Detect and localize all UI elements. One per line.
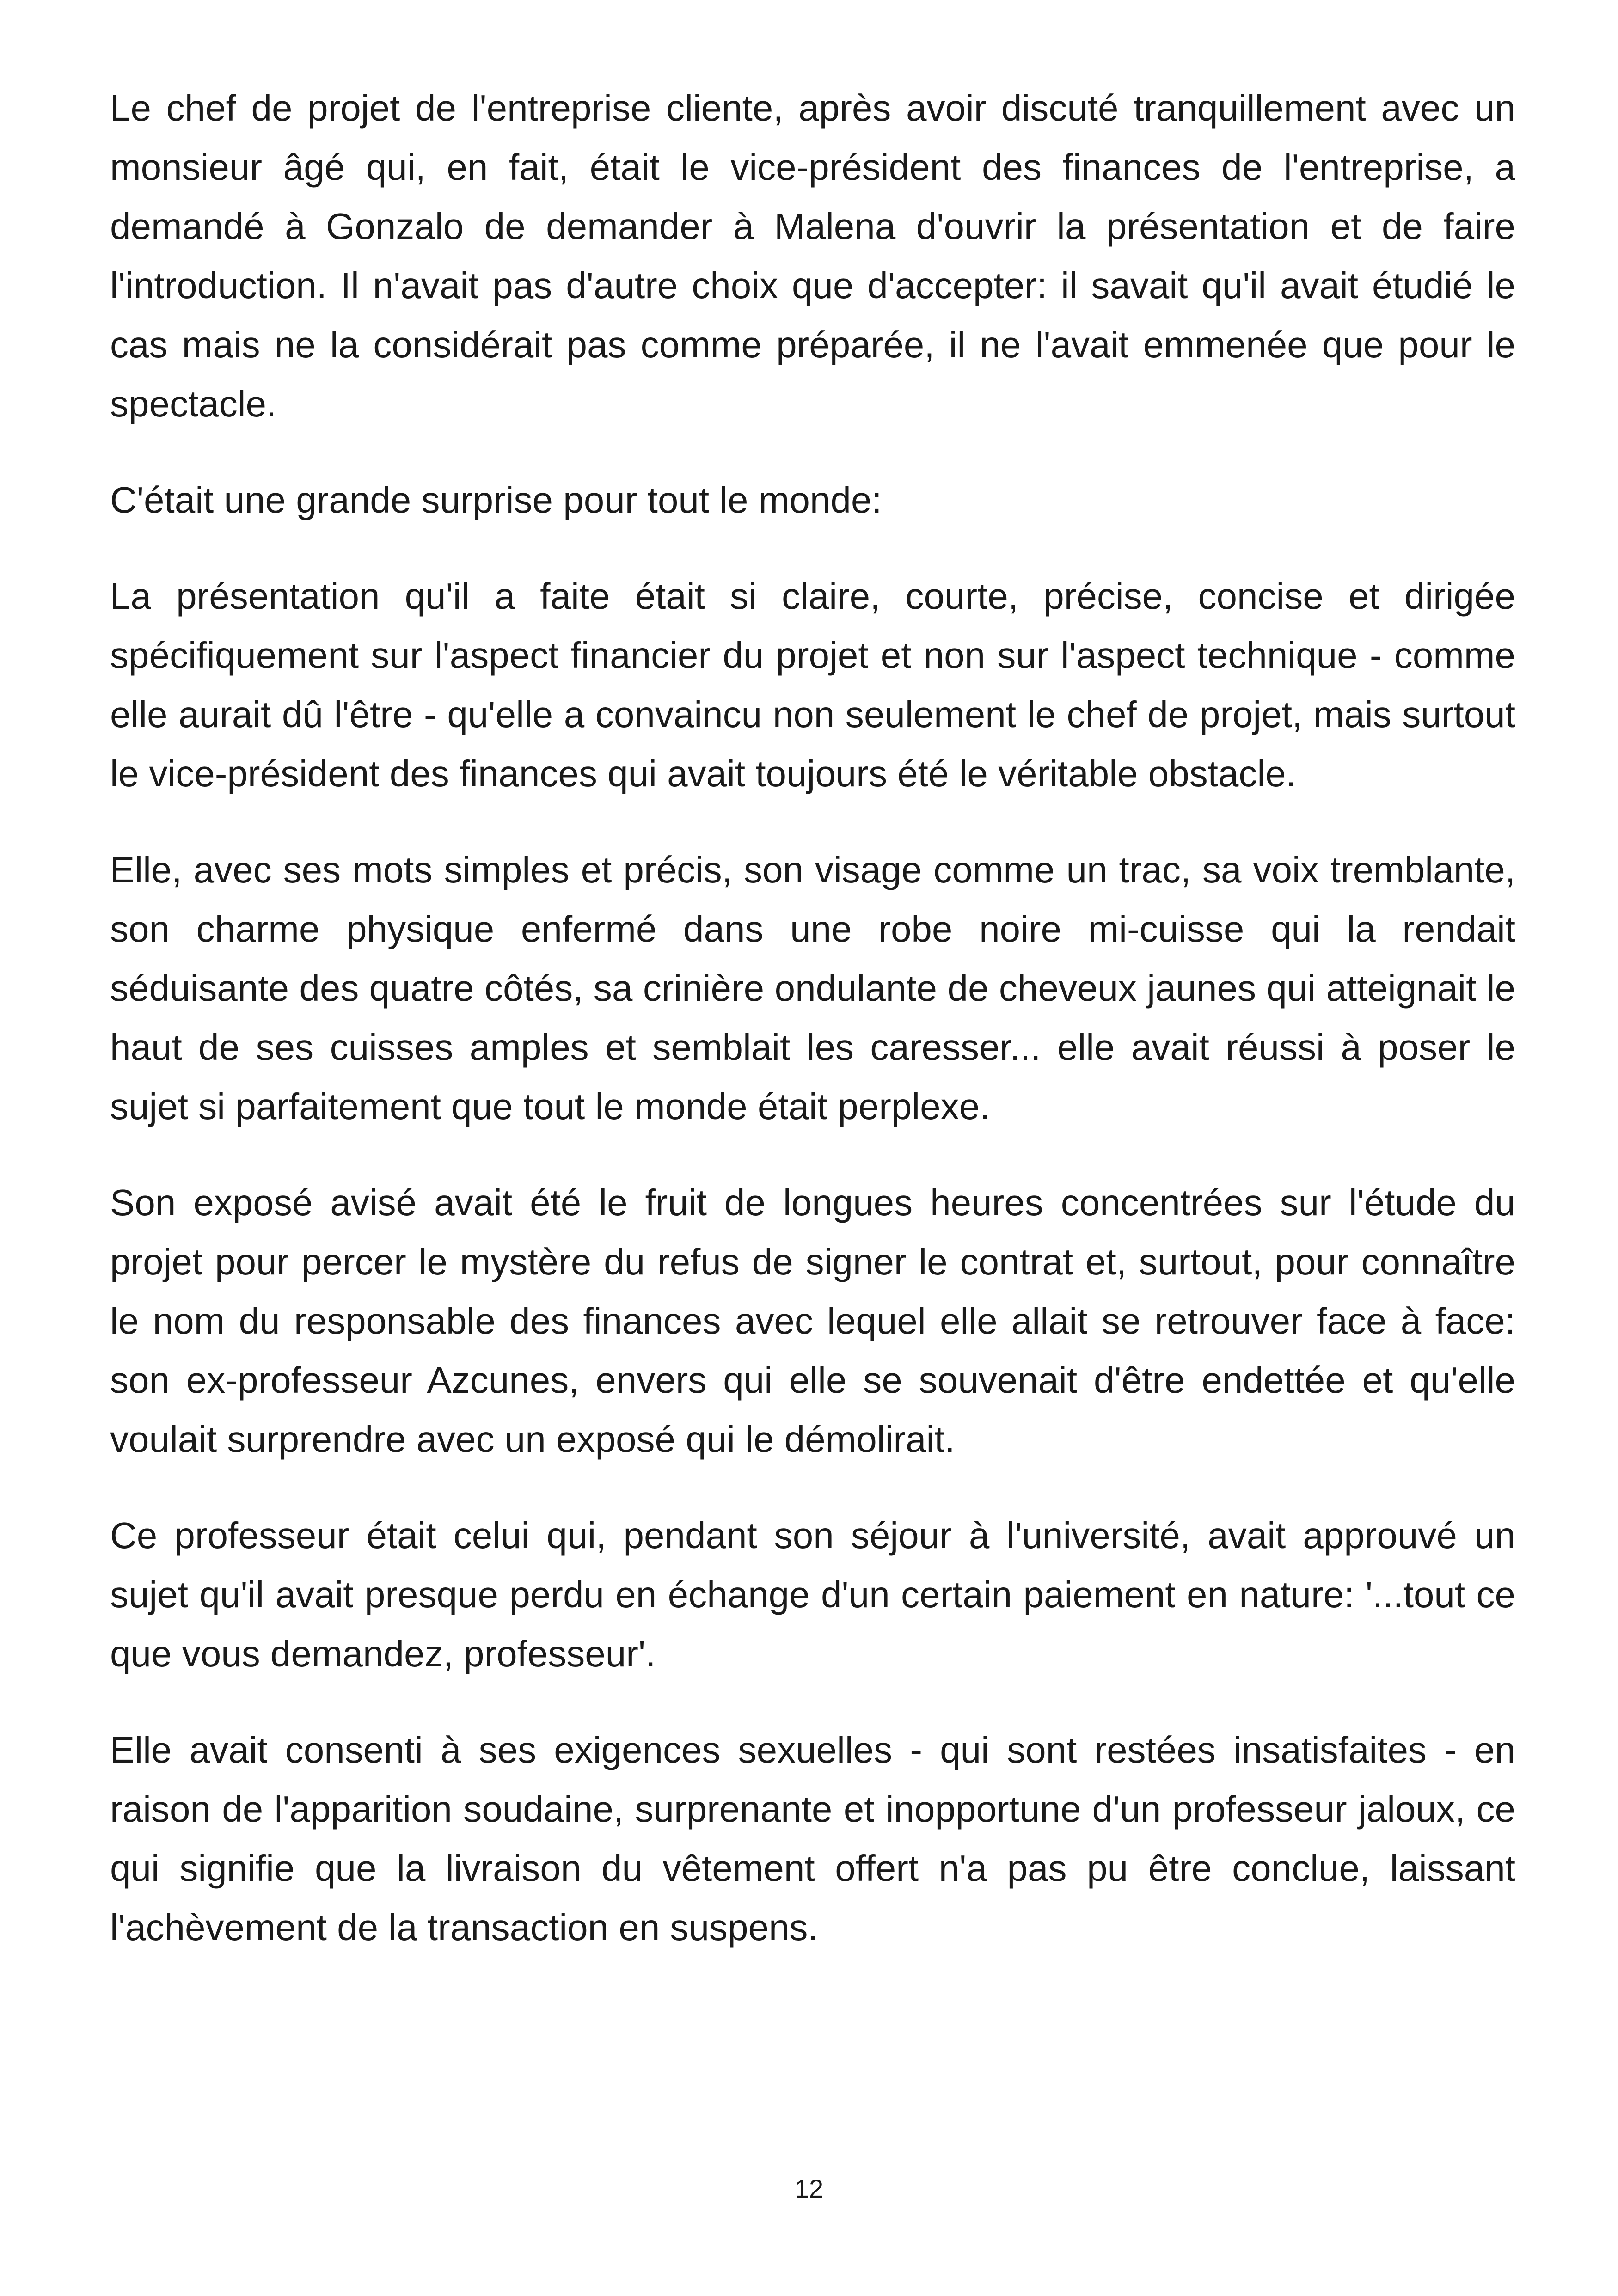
page-number: 12 (794, 2174, 824, 2203)
paragraph-6: Ce professeur était celui qui, pendant son séjour à l'université, avait approuvé un sujet qu'il avait presque perdu en échange d'un certain paiement en nature: '...tout ce que vous demandez, professeur'. (110, 1515, 1515, 1674)
paragraph-4: Elle, avec ses mots simples et précis, son visage comme un trac, sa voix tremblante, son charme physique enfermé dans une robe noire mi-cuisse qui la rendait séduisante des quatre côtés, sa crinière ondulante de cheveux jaunes qui atteignait le haut de ses cuisses amples et semblait les caresser... elle avait réussi à poser le sujet si parfaitement que tout le monde était perplexe. (110, 849, 1515, 1127)
paragraph-1: Le chef de projet de l'entreprise cliente, après avoir discuté tranquillement avec un monsieur âgé qui, en fait, était le vice-président des finances de l'entreprise, a demandé à Gonzalo de demander à Malena d'ouvrir la présentation et de faire l'introduction. Il n'avait pas d'autre choix que d'accepter: il savait qu'il avait étudié le cas mais ne la considérait pas comme préparée, il ne l'avait emmenée que pour le spectacle. (110, 87, 1515, 424)
paragraph-7: Elle avait consenti à ses exigences sexuelles - qui sont restées insatisfaites - en raison de l'apparition soudaine, surprenante et inopportune d'un professeur jaloux, ce qui signifie que la livraison du vêtement offert n'a pas pu être conclue, laissant l'achèvement de la transaction en suspens. (110, 1729, 1515, 1948)
paragraph-3: La présentation qu'il a faite était si claire, courte, précise, concise et dirigée spécifiquement sur l'aspect financier du projet et non sur l'aspect technique - comme elle aurait dû l'être - qu'elle a convaincu non seulement le chef de projet, mais surtout le vice-président des finances qui avait toujours été le véritable obstacle. (110, 576, 1515, 794)
paragraph-5: Son exposé avisé avait été le fruit de longues heures concentrées sur l'étude du projet pour percer le mystère du refus de signer le contrat et, surtout, pour connaître le nom du responsable des finances avec lequel elle allait se retrouver face à face: son ex-professeur Azcunes, envers qui elle se souvenait d'être endettée et qu'elle voulait surprendre avec un exposé qui le démolirait. (110, 1182, 1515, 1460)
body-text (110, 79, 1515, 1994)
paragraph-2: C'était une grande surprise pour tout le monde: (110, 479, 882, 520)
